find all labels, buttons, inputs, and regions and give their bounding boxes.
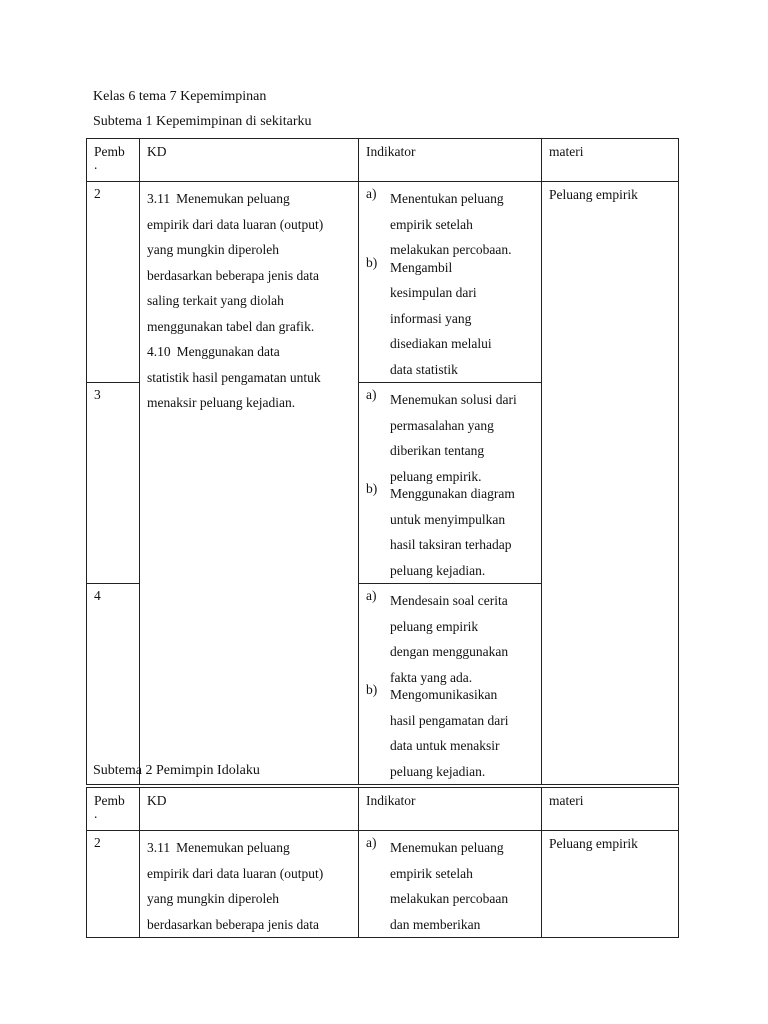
indikator-cell bbox=[359, 584, 542, 785]
header-pemb: Pemb bbox=[94, 793, 125, 808]
indikator-item bbox=[366, 254, 541, 383]
kd-code: 3.11 bbox=[147, 840, 171, 855]
pemb-number: 2 bbox=[94, 835, 101, 850]
kd-text-line: saling terkait yang diolah bbox=[147, 293, 284, 308]
item-text-line: Mengomunikasikan bbox=[390, 687, 498, 702]
kd-text-line: empirik dari data luaran (output) bbox=[147, 216, 324, 232]
header-kd: KD bbox=[140, 788, 359, 831]
item-text-line: disediakan melalui bbox=[390, 336, 492, 351]
item-text-line: Mengambil bbox=[390, 259, 453, 275]
item-text-line: melakukan percobaan bbox=[390, 891, 509, 906]
table-row bbox=[87, 831, 679, 938]
kd-text-line: Menemukan peluang bbox=[176, 191, 290, 206]
item-text-line: data untuk menaksir bbox=[390, 738, 500, 753]
item-letter: a) bbox=[366, 588, 377, 603]
item-text-line: Menemukan solusi dari bbox=[390, 392, 517, 407]
kd-text-line: menggunakan tabel dan grafik. bbox=[147, 318, 315, 334]
item-text-line: diberikan tentang bbox=[390, 443, 485, 458]
item-text-line: informasi yang bbox=[390, 310, 472, 326]
kd-text-line: berdasarkan beberapa jenis data bbox=[147, 267, 320, 283]
item-text-line: fakta yang ada. bbox=[390, 669, 473, 685]
kd-cell bbox=[140, 831, 359, 938]
header-indikator: Indikator bbox=[359, 788, 542, 831]
indikator-cell bbox=[359, 383, 542, 584]
item-text-line: Menggunakan diagram bbox=[390, 486, 515, 501]
kd-3-11 bbox=[147, 186, 358, 339]
item-letter: a) bbox=[366, 835, 377, 850]
kd-text-line: menaksir peluang kejadian. bbox=[147, 395, 296, 410]
header-materi: materi bbox=[542, 139, 679, 182]
item-text-line: peluang empirik. bbox=[390, 468, 482, 484]
header-kd: KD bbox=[140, 139, 359, 182]
header-indikator: Indikator bbox=[359, 139, 542, 182]
indikator-item bbox=[366, 186, 541, 263]
pemb-cell bbox=[87, 383, 140, 584]
indikator-cell bbox=[359, 831, 542, 938]
subtema-2-heading: Subtema 2 Pemimpin Idolaku bbox=[93, 763, 260, 778]
kd-text-line: berdasarkan beberapa jenis data bbox=[147, 916, 320, 932]
lesson-table-subtema-1 bbox=[86, 138, 679, 785]
item-letter: b) bbox=[366, 254, 378, 270]
header-pemb-dot: . bbox=[94, 806, 98, 821]
item-text-line: peluang kejadian. bbox=[390, 763, 486, 779]
item-text-line: dan memberikan bbox=[390, 916, 481, 932]
header-pemb: Pemb bbox=[94, 144, 125, 159]
class-theme-heading: Kelas 6 tema 7 Kepemimpinan bbox=[93, 89, 267, 104]
indikator-cell bbox=[359, 182, 542, 383]
item-letter: a) bbox=[366, 186, 377, 201]
item-text-line: data statistik bbox=[390, 361, 458, 377]
table-header-row bbox=[87, 139, 679, 182]
subtema-1-heading: Subtema 1 Kepemimpinan di sekitarku bbox=[93, 114, 312, 129]
kd-text-line: Menggunakan data bbox=[176, 344, 280, 359]
table-header-row bbox=[87, 788, 679, 831]
kd-text-line: empirik dari data luaran (output) bbox=[147, 865, 324, 881]
kd-text-line: yang mungkin diperoleh bbox=[147, 891, 279, 906]
indikator-item bbox=[366, 835, 541, 937]
item-text-line: peluang kejadian. bbox=[390, 562, 486, 578]
item-text-line: empirik setelah bbox=[390, 216, 473, 232]
item-letter: a) bbox=[366, 387, 377, 402]
kd-text-line: statistik hasil pengamatan untuk bbox=[147, 369, 321, 385]
indikator-item bbox=[366, 387, 541, 489]
kd-cell bbox=[140, 182, 359, 785]
kd-text-line: yang mungkin diperoleh bbox=[147, 242, 279, 257]
item-letter: b) bbox=[366, 682, 378, 697]
pemb-number: 2 bbox=[94, 186, 101, 201]
materi-text: Peluang empirik bbox=[549, 836, 638, 851]
item-text-line: Mendesain soal cerita bbox=[390, 593, 508, 608]
table-row bbox=[87, 182, 679, 383]
item-text-line: permasalahan yang bbox=[390, 417, 494, 433]
pemb-cell bbox=[87, 182, 140, 383]
pemb-number: 3 bbox=[94, 387, 101, 402]
indikator-item bbox=[366, 682, 541, 784]
pemb-number: 4 bbox=[94, 588, 101, 603]
item-text-line: empirik setelah bbox=[390, 865, 473, 881]
item-text-line: peluang empirik bbox=[390, 618, 479, 634]
lesson-table-subtema-2 bbox=[86, 787, 679, 938]
header-pemb-cell bbox=[87, 139, 140, 182]
item-text-line: dengan menggunakan bbox=[390, 644, 509, 659]
kd-code: 3.11 bbox=[147, 191, 171, 206]
indikator-item bbox=[366, 481, 541, 583]
header-pemb-dot: . bbox=[94, 157, 98, 172]
pemb-cell bbox=[87, 584, 140, 785]
materi-text: Peluang empirik bbox=[549, 187, 638, 202]
indikator-item bbox=[366, 588, 541, 690]
item-text-line: untuk menyimpulkan bbox=[390, 511, 506, 527]
header-pemb-cell bbox=[87, 788, 140, 831]
header-materi: materi bbox=[542, 788, 679, 831]
kd-code: 4.10 bbox=[147, 344, 171, 359]
materi-cell bbox=[542, 182, 679, 785]
kd-4-10 bbox=[147, 339, 358, 416]
pemb-cell bbox=[87, 831, 140, 938]
kd-text-line: Menemukan peluang bbox=[176, 840, 290, 855]
materi-cell bbox=[542, 831, 679, 938]
item-text-line: Menemukan peluang bbox=[390, 840, 504, 855]
item-text-line: hasil taksiran terhadap bbox=[390, 537, 512, 552]
item-text-line: hasil pengamatan dari bbox=[390, 712, 509, 728]
item-text-line: Menentukan peluang bbox=[390, 191, 504, 206]
item-text-line: kesimpulan dari bbox=[390, 285, 477, 300]
item-text-line: melakukan percobaan. bbox=[390, 242, 512, 257]
item-letter: b) bbox=[366, 481, 378, 496]
